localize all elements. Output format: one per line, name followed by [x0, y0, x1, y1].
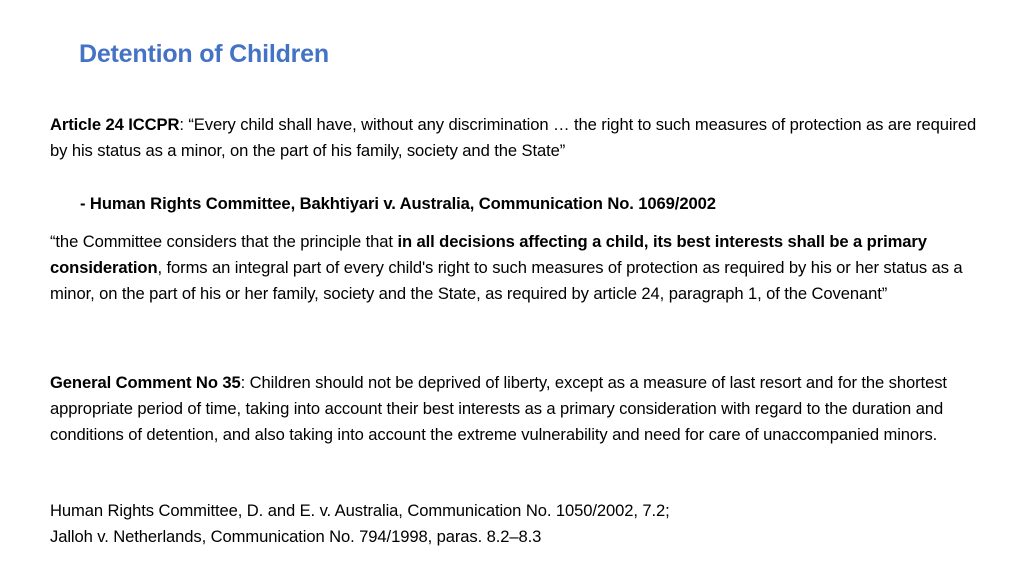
general-comment-text: : Children should not be deprived of liberty, except as a measure of last resort and for the shortest appropriate period of time, taking into account their best interests as a primary consideration with regard to the duration and conditions of detention, and also taking into account the extreme vulnerability and need for care of unaccompanied minors. — [50, 373, 947, 444]
references — [50, 498, 980, 550]
committee-quote-bold: in all decisions affecting a child, its best interests shall be a primary consideration — [50, 232, 927, 277]
committee-quote-lead: “the Committee considers that the principle that — [50, 232, 398, 251]
article-24-paragraph — [50, 112, 980, 164]
general-comment-paragraph — [50, 370, 980, 448]
article-24-label: Article 24 ICCPR — [50, 115, 180, 134]
article-24-text: : “Every child shall have, without any discrimination … the right to such measures of protection as are required by his status as a minor, on the part of his family, society and the State” — [50, 115, 977, 160]
general-comment-label: General Comment No 35 — [50, 373, 241, 392]
committee-quote-paragraph — [50, 229, 980, 307]
reference-line: Jalloh v. Netherlands, Communication No. 794/1998, paras. 8.2–8.3 — [50, 527, 542, 546]
slide-title: Detention of Children — [79, 40, 329, 68]
reference-line: Human Rights Committee, D. and E. v. Australia, Communication No. 1050/2002, 7.2; — [50, 501, 670, 520]
case-heading: - Human Rights Committee, Bakhtiyari v. Australia, Communication No. 1069/2002 — [80, 194, 716, 213]
committee-quote-rest: , forms an integral part of every child's right to such measures of protection as required by his or her status as a minor, on the part of his or her family, society and the State, as required by article 24, paragraph 1, of the Covenant” — [50, 258, 963, 303]
